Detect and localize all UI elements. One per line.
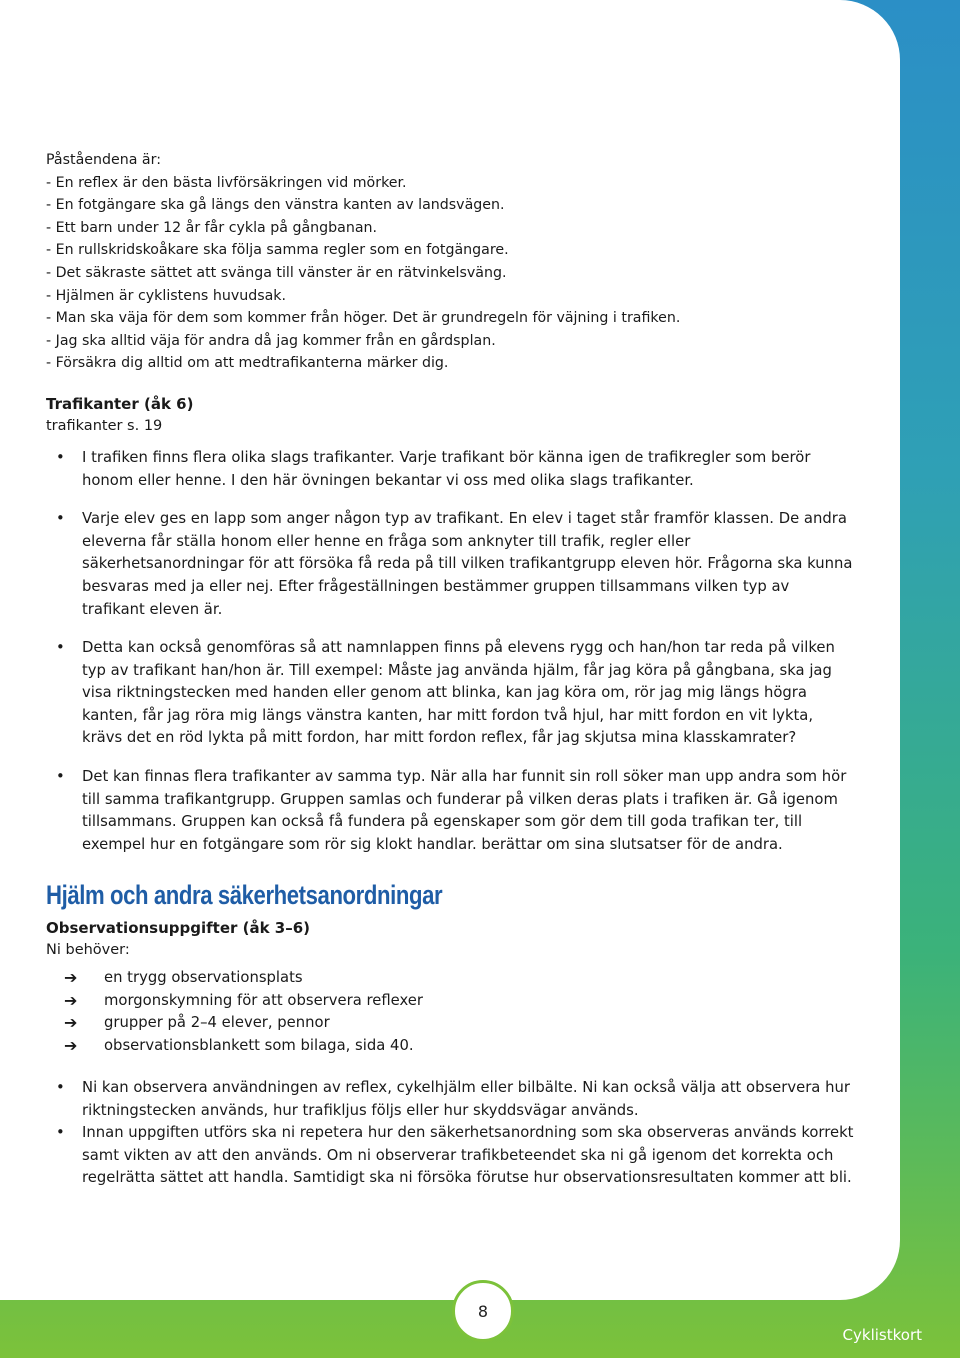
list-item — [46, 1012, 856, 1035]
statement-item: - Det säkraste sättet att svänga till vänster är en rätvinkelsväng. — [46, 264, 507, 281]
list-item: • Det kan finnas flera trafikanter av samma typ. När alla har funnit sin roll söker man upp andra som hör till samma trafikantgrupp. Gruppen samlas och funderar på vilken deras plats i trafiken är. Gå igenom tillsammans. Gruppen kan också få fundera på egenskaper som gör dem till goda trafikan ter, till exempel hur en fotgängare som rör sig klokt handlar. berättar om sina slutsatser för de andra. — [46, 766, 856, 856]
arrow-right-icon: ➔ — [64, 990, 78, 1010]
trafikanter-heading: Trafikanter (åk 6) — [46, 394, 194, 413]
section-title: Hjälm och andra säkerhetsanordningar — [46, 880, 443, 911]
list-item: • I trafiken finns flera olika slags trafikanter. Varje trafikant bör känna igen de trafikregler som berör honom eller henne. I den här övningen bekantar vi oss med olika slags trafikanter. — [46, 447, 856, 492]
need-text: morgonskymning för att observera reflexer — [104, 991, 423, 1009]
need-text: en trygg observationsplats — [104, 969, 303, 987]
need-text: observationsblankett som bilaga, sida 40. — [104, 1036, 414, 1054]
arrow-right-icon: ➔ — [64, 1013, 78, 1033]
list-item: • Varje elev ges en lapp som anger någon typ av trafikant. En elev i taget står framför klassen. De andra eleverna får ställa honom eller henne en fråga som anknyter till trafik, regler eller säkerhetsanordningar för att försöka få reda på till vilken trafikantgrupp eleven hör. Frågorna ska kunna besvaras med ja eller nej. Efter frågeställningen bestämmer gruppen tillsammans vilken typ av trafikant eleven är. — [46, 508, 856, 621]
list-item: • Detta kan också genomföras så att namnlappen finns på elevens rygg och han/hon tar reda på vilken typ av trafikant han/hon är. Till exempel: Måste jag använda hjälm, får jag köra på gångbana, ska jag visa riktningstecken med handen eller genom att blinka, kan jag köra om, rör jag mig längs högra kanten, får jag röra mig längs vänstra kanten, har mitt fordon två hjul, har mitt fordon en vit lykta, krävs det en röd lykta på mitt fordon, har mitt fordon reflex, får jag skjutsa mina klasskamrater? — [46, 637, 856, 750]
footer-brand: Cyklistkort — [842, 1326, 922, 1344]
statement-item: - En reflex är den bästa livförsäkringen vid mörker. — [46, 174, 407, 191]
needs-label: Ni behöver: — [46, 942, 130, 959]
statement-item: - En fotgängare ska gå längs den vänstra kanten av landsvägen. — [46, 197, 505, 214]
observation-list — [46, 1077, 856, 1190]
statement-item: - Hjälmen är cyklistens huvudsak. — [46, 287, 287, 304]
statement-item: - Ett barn under 12 år får cykla på gångbanan. — [46, 219, 378, 236]
statement-item: - Försäkra dig alltid om att medtrafikanterna märker dig. — [46, 355, 449, 372]
arrow-right-icon: ➔ — [64, 1035, 78, 1055]
statement-item: - En rullskridskoåkare ska följa samma regler som en fotgängare. — [46, 242, 509, 259]
need-text: grupper på 2–4 elever, pennor — [104, 1014, 330, 1032]
trafikanter-list — [46, 447, 856, 857]
statements-block — [46, 149, 856, 375]
trafikanter-subheading: trafikanter s. 19 — [46, 417, 163, 434]
needs-list — [46, 967, 856, 1057]
list-item: • Innan uppgiften utförs ska ni repetera hur den säkerhetsanordning som ska observeras används korrekt samt vikten av att den används. Om ni observerar trafikbeteendet ska ni gå igenom det korrekta och regelrätta sättet att handla. Samtidigt ska ni försöka förutse hur observationsresultaten kommer att bli. — [46, 1122, 856, 1190]
list-item: • Ni kan observera användningen av reflex, cykelhjälm eller bilbälte. Ni kan också välja att observera hur riktningstecken används, hur trafikljus följs eller hur skyddsvägar används. — [46, 1077, 856, 1122]
observation-heading: Observationsuppgifter (åk 3–6) — [46, 919, 311, 938]
statement-item: - Man ska väja för dem som kommer från höger. Det är grundregeln för väjning i trafiken. — [46, 310, 681, 327]
statements-heading: Påståendena är: — [46, 152, 161, 168]
arrow-right-icon: ➔ — [64, 968, 78, 988]
list-item — [46, 990, 856, 1013]
list-item — [46, 967, 856, 990]
list-item — [46, 1035, 856, 1058]
page-content — [46, 149, 856, 1190]
statement-item: - Jag ska alltid väja för andra då jag kommer från en gårdsplan. — [46, 332, 496, 349]
page-number: 8 — [452, 1280, 514, 1342]
